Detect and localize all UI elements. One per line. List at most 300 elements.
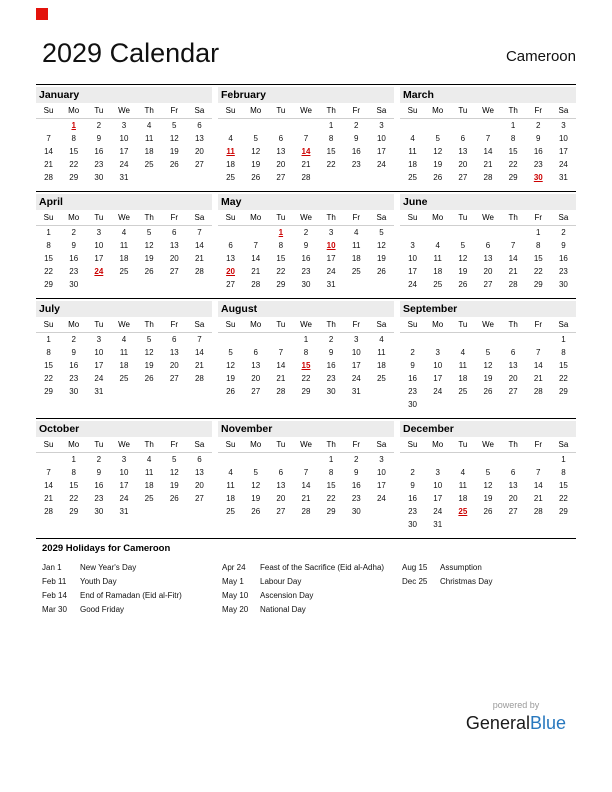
day-cell: 19 xyxy=(144,361,154,370)
empty-day-cell xyxy=(187,505,212,518)
weekday-label: Th xyxy=(326,440,336,449)
day-cell: 18 xyxy=(376,361,386,370)
week-row xyxy=(36,333,212,346)
week-row xyxy=(400,346,576,359)
day-cell: 20 xyxy=(194,147,204,156)
day-cell: 23 xyxy=(533,160,543,169)
day-cell: 29 xyxy=(558,387,568,396)
weekday-label: Fr xyxy=(534,106,543,115)
empty-day-cell xyxy=(526,398,551,411)
day-cell: 20 xyxy=(251,374,261,383)
week-row xyxy=(400,479,576,492)
holiday-name: Feast of the Sacrifice (Eid al-Adha) xyxy=(260,563,385,572)
day-cell: 10 xyxy=(326,241,336,250)
day-cell: 13 xyxy=(169,348,179,357)
holiday-entry xyxy=(222,603,402,617)
weekday-label: Sa xyxy=(376,440,387,449)
month-row-2 xyxy=(36,191,576,298)
day-cell: 7 xyxy=(197,335,202,344)
day-cell: 15 xyxy=(326,147,336,156)
day-cell: 21 xyxy=(194,361,204,370)
day-cell: 11 xyxy=(433,254,442,263)
generalblue-logo xyxy=(466,713,566,734)
day-cell: 6 xyxy=(510,468,516,477)
day-cell: 6 xyxy=(485,241,491,250)
day-cell: 14 xyxy=(194,241,204,250)
brand-general-text: General xyxy=(465,713,530,733)
day-cell: 22 xyxy=(301,374,311,383)
day-cell: 14 xyxy=(301,147,311,156)
empty-day-cell xyxy=(111,385,136,398)
day-cell: 6 xyxy=(253,348,258,357)
day-cell: 11 xyxy=(119,241,129,250)
day-cell: 17 xyxy=(351,361,361,370)
empty-day-cell xyxy=(400,453,425,466)
empty-day-cell xyxy=(475,453,500,466)
day-cell: 1 xyxy=(561,455,566,464)
empty-day-cell xyxy=(187,278,212,291)
empty-day-cell xyxy=(218,453,243,466)
weekday-label: Fr xyxy=(352,320,361,329)
day-cell: 29 xyxy=(44,387,54,396)
day-cell: 1 xyxy=(303,335,309,344)
day-cell: 12 xyxy=(226,361,236,370)
weekday-label: Sa xyxy=(376,106,387,115)
empty-day-cell xyxy=(137,505,162,518)
day-cell: 20 xyxy=(169,361,179,370)
day-cell: 12 xyxy=(483,481,493,490)
day-cell: 4 xyxy=(460,348,466,357)
week-row xyxy=(400,252,576,265)
day-cell: 31 xyxy=(433,520,443,529)
day-cell: 10 xyxy=(119,134,129,143)
powered-by-label: powered by xyxy=(492,700,540,710)
day-cell: 15 xyxy=(558,481,568,490)
day-cell: 21 xyxy=(508,267,518,276)
day-cell: 9 xyxy=(71,348,76,357)
empty-day-cell xyxy=(501,333,526,346)
day-cell: 29 xyxy=(301,387,311,396)
day-cell: 8 xyxy=(328,468,334,477)
day-cell: 15 xyxy=(44,361,54,370)
day-cell: 1 xyxy=(328,121,334,130)
day-cell: 24 xyxy=(558,160,568,169)
holiday-date: Aug 15 xyxy=(402,563,428,572)
day-cell: 13 xyxy=(458,147,468,156)
day-cell: 9 xyxy=(96,468,102,477)
day-cell: 5 xyxy=(460,241,466,250)
day-cell: 20 xyxy=(276,494,286,503)
day-cell: 18 xyxy=(226,494,236,503)
day-cell: 11 xyxy=(377,348,386,357)
day-cell: 13 xyxy=(169,241,179,250)
day-cell: 29 xyxy=(44,280,54,289)
day-cell: 18 xyxy=(351,254,361,263)
week-row xyxy=(400,505,576,518)
weekday-label: Tu xyxy=(276,440,286,449)
day-cell: 29 xyxy=(326,507,336,516)
day-cell: 7 xyxy=(46,468,51,477)
day-cell: 4 xyxy=(121,228,127,237)
week-row xyxy=(218,278,394,291)
month-name-july: July xyxy=(36,301,212,317)
day-cell: 26 xyxy=(169,160,179,169)
week-row xyxy=(400,239,576,252)
page-title: 2029 Calendar xyxy=(42,38,220,68)
day-cell: 14 xyxy=(251,254,261,263)
day-cell: 31 xyxy=(119,507,129,516)
month-name-august: August xyxy=(218,301,394,317)
week-row xyxy=(36,132,212,145)
day-cell: 24 xyxy=(119,160,129,169)
day-cell: 30 xyxy=(301,280,311,289)
day-cell: 3 xyxy=(435,348,440,357)
week-row xyxy=(218,479,394,492)
empty-day-cell xyxy=(162,278,187,291)
day-cell: 11 xyxy=(226,147,235,156)
day-cell: 9 xyxy=(303,241,309,250)
red-corner-marker xyxy=(36,8,48,20)
day-cell: 5 xyxy=(379,228,384,237)
day-cell: 18 xyxy=(458,374,468,383)
week-row xyxy=(36,265,212,278)
day-cell: 16 xyxy=(351,481,361,490)
day-cell: 13 xyxy=(483,254,493,263)
empty-day-cell xyxy=(369,385,394,398)
day-cell: 16 xyxy=(533,147,543,156)
empty-day-cell xyxy=(344,171,369,184)
empty-day-cell xyxy=(501,226,526,239)
week-row xyxy=(218,171,394,184)
day-cell: 9 xyxy=(96,134,102,143)
day-cell: 22 xyxy=(69,160,79,169)
weekday-label: Sa xyxy=(558,440,569,449)
day-cell: 10 xyxy=(408,254,418,263)
day-cell: 10 xyxy=(433,481,443,490)
week-row xyxy=(400,265,576,278)
day-cell: 25 xyxy=(408,173,418,182)
holiday-name: New Year's Day xyxy=(80,563,137,572)
weekday-label: Su xyxy=(43,106,54,115)
weekday-label: Mo xyxy=(68,440,80,449)
weekday-label: Tu xyxy=(458,106,468,115)
day-cell: 31 xyxy=(558,173,568,182)
day-cell: 16 xyxy=(351,147,361,156)
day-cell: 13 xyxy=(508,481,518,490)
empty-day-cell xyxy=(86,278,111,291)
weekday-label: Fr xyxy=(534,320,543,329)
day-cell: 23 xyxy=(408,387,418,396)
day-cell: 2 xyxy=(354,121,359,130)
holiday-entry xyxy=(402,561,576,575)
week-row xyxy=(218,119,394,132)
day-cell: 21 xyxy=(44,494,54,503)
empty-day-cell xyxy=(162,171,187,184)
month-name-may: May xyxy=(218,194,394,210)
day-cell: 1 xyxy=(328,455,334,464)
day-cell: 23 xyxy=(301,267,311,276)
weekday-label: Mo xyxy=(250,440,262,449)
week-row xyxy=(36,278,212,291)
empty-day-cell xyxy=(425,226,450,239)
week-row xyxy=(400,453,576,466)
day-cell: 28 xyxy=(533,507,543,516)
day-cell: 26 xyxy=(251,507,261,516)
weekday-header-row xyxy=(400,318,576,333)
holiday-name: Assumption xyxy=(440,563,482,572)
month-name-october: October xyxy=(36,421,212,437)
week-row xyxy=(400,466,576,479)
holiday-name: Labour Day xyxy=(260,577,302,586)
day-cell: 23 xyxy=(69,267,79,276)
empty-day-cell xyxy=(501,453,526,466)
empty-day-cell xyxy=(187,385,212,398)
day-cell: 11 xyxy=(144,134,154,143)
day-cell: 21 xyxy=(276,374,286,383)
day-cell: 26 xyxy=(251,173,261,182)
week-row xyxy=(36,239,212,252)
empty-day-cell xyxy=(551,518,576,531)
day-cell: 17 xyxy=(94,254,104,263)
day-cell: 1 xyxy=(71,455,76,464)
empty-day-cell xyxy=(526,518,551,531)
day-cell: 8 xyxy=(71,468,76,477)
week-row xyxy=(218,145,394,158)
day-cell: 8 xyxy=(328,134,334,143)
weekday-label: We xyxy=(300,440,312,449)
day-cell: 27 xyxy=(251,387,261,396)
day-cell: 14 xyxy=(194,348,204,357)
holiday-date: May 10 xyxy=(222,591,249,600)
day-cell: 17 xyxy=(376,147,386,156)
day-cell: 12 xyxy=(251,481,261,490)
empty-day-cell xyxy=(268,453,293,466)
day-cell: 5 xyxy=(253,468,258,477)
day-cell: 12 xyxy=(458,254,468,263)
month-row-1 xyxy=(36,84,576,191)
day-cell: 30 xyxy=(326,387,336,396)
day-cell: 6 xyxy=(510,348,516,357)
weekday-label: Fr xyxy=(534,213,543,222)
day-cell: 25 xyxy=(144,494,154,503)
day-cell: 19 xyxy=(169,481,179,490)
week-row xyxy=(400,333,576,346)
day-cell: 23 xyxy=(558,267,568,276)
weekday-header-row xyxy=(400,104,576,119)
week-row xyxy=(36,226,212,239)
day-cell: 15 xyxy=(69,147,79,156)
weekday-label: We xyxy=(300,213,312,222)
day-cell: 3 xyxy=(328,228,334,237)
day-cell: 5 xyxy=(146,228,152,237)
empty-day-cell xyxy=(293,453,318,466)
day-cell: 11 xyxy=(408,147,417,156)
weekday-label: Tu xyxy=(458,213,468,222)
day-cell: 28 xyxy=(301,507,311,516)
day-cell: 10 xyxy=(376,134,386,143)
day-cell: 16 xyxy=(301,254,311,263)
day-cell: 27 xyxy=(226,280,236,289)
day-cell: 7 xyxy=(536,348,541,357)
week-row xyxy=(400,278,576,291)
week-row xyxy=(218,505,394,518)
day-cell: 6 xyxy=(197,455,202,464)
weekday-label: Tu xyxy=(94,213,104,222)
day-cell: 20 xyxy=(483,267,493,276)
weekday-label: Mo xyxy=(68,213,80,222)
day-cell: 13 xyxy=(251,361,261,370)
weekday-label: Sa xyxy=(194,213,205,222)
day-cell: 24 xyxy=(94,374,104,383)
day-cell: 30 xyxy=(69,280,79,289)
day-cell: 26 xyxy=(169,494,179,503)
week-row xyxy=(36,479,212,492)
day-cell: 5 xyxy=(485,468,491,477)
weekday-header-row xyxy=(218,318,394,333)
day-cell: 21 xyxy=(533,494,543,503)
week-row xyxy=(36,359,212,372)
day-cell: 25 xyxy=(376,374,386,383)
week-row xyxy=(36,145,212,158)
day-cell: 29 xyxy=(69,173,79,182)
day-cell: 20 xyxy=(508,374,518,383)
empty-day-cell xyxy=(450,398,475,411)
day-cell: 4 xyxy=(228,468,233,477)
day-cell: 2 xyxy=(96,455,102,464)
day-cell: 19 xyxy=(251,160,261,169)
day-cell: 22 xyxy=(558,374,568,383)
weekday-label: Su xyxy=(407,440,418,449)
day-cell: 12 xyxy=(376,241,386,250)
day-cell: 19 xyxy=(144,254,154,263)
day-cell: 15 xyxy=(326,481,336,490)
empty-day-cell xyxy=(475,226,500,239)
day-cell: 20 xyxy=(169,254,179,263)
day-cell: 3 xyxy=(96,228,102,237)
week-row xyxy=(36,372,212,385)
holiday-entry xyxy=(222,575,402,589)
day-cell: 3 xyxy=(379,455,384,464)
day-cell: 26 xyxy=(144,374,154,383)
day-cell: 20 xyxy=(194,481,204,490)
day-cell: 29 xyxy=(508,173,518,182)
weekday-label: Su xyxy=(407,213,418,222)
week-row xyxy=(218,453,394,466)
day-cell: 2 xyxy=(71,335,76,344)
day-cell: 29 xyxy=(533,280,543,289)
empty-day-cell xyxy=(243,226,268,239)
day-cell: 22 xyxy=(533,267,543,276)
day-cell: 16 xyxy=(558,254,568,263)
holiday-date: May 1 xyxy=(222,577,244,586)
holiday-name: Ascension Day xyxy=(260,591,314,600)
month-april xyxy=(36,194,212,291)
day-cell: 28 xyxy=(194,267,204,276)
month-name-november: November xyxy=(218,421,394,437)
day-cell: 3 xyxy=(354,335,359,344)
empty-day-cell xyxy=(293,119,318,132)
day-cell: 19 xyxy=(376,254,386,263)
day-cell: 20 xyxy=(276,160,286,169)
day-cell: 6 xyxy=(228,241,233,250)
weekday-label: Tu xyxy=(276,213,286,222)
weekday-label: Fr xyxy=(352,440,361,449)
weekday-label: Mo xyxy=(432,213,444,222)
day-cell: 10 xyxy=(94,241,104,250)
day-cell: 8 xyxy=(46,348,51,357)
week-row xyxy=(36,252,212,265)
week-row xyxy=(400,145,576,158)
day-cell: 23 xyxy=(408,507,418,516)
day-cell: 30 xyxy=(558,280,568,289)
empty-day-cell xyxy=(162,385,187,398)
day-cell: 3 xyxy=(96,335,102,344)
day-cell: 18 xyxy=(119,361,129,370)
day-cell: 8 xyxy=(536,241,541,250)
day-cell: 23 xyxy=(69,374,79,383)
day-cell: 30 xyxy=(351,507,361,516)
day-cell: 7 xyxy=(510,241,516,250)
day-cell: 3 xyxy=(379,121,384,130)
day-cell: 3 xyxy=(435,468,440,477)
day-cell: 14 xyxy=(533,361,543,370)
month-november xyxy=(218,421,394,531)
empty-day-cell xyxy=(268,119,293,132)
week-row xyxy=(400,385,576,398)
day-cell: 18 xyxy=(433,267,443,276)
holiday-columns xyxy=(42,561,576,617)
holiday-column-3 xyxy=(402,561,576,617)
day-cell: 3 xyxy=(121,455,127,464)
weekday-label: Fr xyxy=(170,106,179,115)
day-cell: 14 xyxy=(483,147,493,156)
day-cell: 30 xyxy=(69,387,79,396)
day-cell: 4 xyxy=(435,241,440,250)
week-row xyxy=(218,466,394,479)
day-cell: 27 xyxy=(169,374,179,383)
day-cell: 5 xyxy=(435,134,440,143)
holiday-entry xyxy=(42,561,222,575)
day-cell: 28 xyxy=(251,280,261,289)
day-cell: 4 xyxy=(228,134,233,143)
week-row xyxy=(218,372,394,385)
page-content xyxy=(36,36,576,617)
day-cell: 6 xyxy=(278,134,284,143)
weekday-label: Mo xyxy=(432,106,444,115)
day-cell: 18 xyxy=(226,160,236,169)
weekday-label: We xyxy=(482,440,494,449)
day-cell: 21 xyxy=(533,374,543,383)
day-cell: 23 xyxy=(351,494,361,503)
day-cell: 24 xyxy=(433,507,443,516)
weekday-label: Th xyxy=(326,320,336,329)
weekday-label: We xyxy=(482,106,494,115)
week-row xyxy=(218,333,394,346)
day-cell: 28 xyxy=(301,173,311,182)
empty-day-cell xyxy=(137,171,162,184)
day-cell: 11 xyxy=(119,348,129,357)
day-cell: 28 xyxy=(508,280,518,289)
day-cell: 16 xyxy=(94,481,104,490)
day-cell: 6 xyxy=(460,134,466,143)
empty-day-cell xyxy=(425,398,450,411)
footer xyxy=(466,700,566,734)
day-cell: 4 xyxy=(146,121,152,130)
day-cell: 27 xyxy=(169,267,179,276)
weekday-label: Sa xyxy=(558,106,569,115)
day-cell: 2 xyxy=(410,348,415,357)
weekday-label: Fr xyxy=(534,440,543,449)
